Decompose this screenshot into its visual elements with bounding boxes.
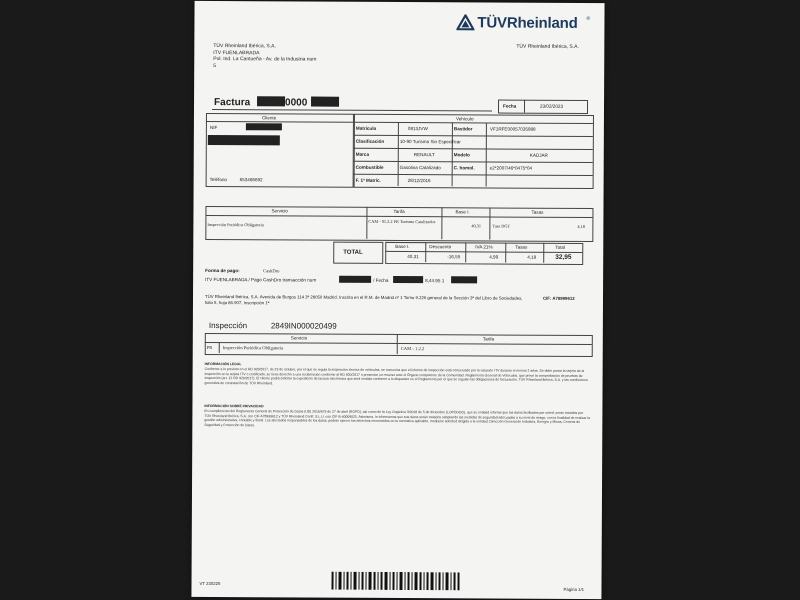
totals-header: Base I. [395, 243, 410, 250]
inspection-cell-servicio: Inspección Periódica Obligatoria [222, 345, 284, 351]
redacted-invoice-prefix [257, 96, 285, 106]
services-cell-base: 40,31 [471, 223, 482, 229]
inspection-cell-tarifa: CAM - 1.2.2 [400, 346, 425, 352]
payment-line: ITV FUENLABRADA / Pago CashDro transacción num [205, 276, 317, 283]
payment-date-label: / Fecha [373, 277, 389, 283]
services-cell-servicio: Inspección Periódica Obligatoria [207, 222, 264, 228]
redacted-payment-date [393, 276, 423, 283]
barcode [331, 572, 459, 591]
redacted-client-name [208, 135, 280, 145]
invoice-date: 23/02/2023 [540, 103, 564, 109]
vehicle-row: Marca RENAULT Modelo KADJAR [355, 151, 548, 158]
date-label: Fecha [503, 103, 517, 109]
info-privacy-text: En cumplimiento del Reglamento General de Protección de Datos (UE) 2016/679 de 27 de abril (RGPD), así como de la Ley Orgánica 3/2018 de 5 de diciembre (LOPDGDD), que su entidad informa que los datos facilitados por usted, serán tratados por TÜV Rheinland Ibérica, S.A. con CIF A78999612 y TÜV Rheinland Certif, S.L.U. con CIF B-40009025. Asimismo, le informamos que sus datos serán tratados adoptando las medidas de seguridad adecuadas a su nivel de riesgo, con la finalidad de realizar la gestión administrativa, contable y fiscal. Los afectados responsables de los datos, podrán ejercer los derechos reconocidos en la normativa aplicable, mediante solicitud dirigida a la entidad, Dirección General de Industria, Energía y Minas, Centros de Seguridad y Protección de Datos. [204, 408, 591, 428]
totals-value: -16,55 [447, 254, 461, 260]
redacted-invoice-suffix [311, 97, 339, 107]
info-privacy-title: INFORMACIÓN SOBRE PRIVACIDAD [204, 403, 264, 409]
footer-code: VT 230225 [199, 580, 221, 587]
inspection-code: PR [206, 344, 213, 351]
payment-method: CashDro [263, 268, 280, 274]
services-cell-tasa: 4,18 [577, 223, 585, 229]
vehicle-row: Matrícula 0813JVW Bastidor VF1RFE00057035888 [355, 125, 536, 132]
brand-subtitle: TÜV Rheinland Ibérica, S.A. [516, 43, 579, 50]
phone-label: Teléfono [209, 177, 228, 183]
redacted-nif [246, 123, 282, 130]
vehicle-title: Vehículo [455, 116, 474, 122]
vehicle-box [354, 114, 594, 189]
vehicle-row: Combustible Gasolina Catalizado C. homol. e2*2007/46*0475*04 [355, 164, 533, 171]
services-header-tasas: Tasas [531, 209, 544, 215]
services-header-tarifa: Tarifa [393, 208, 405, 215]
vehicle-row: Clasificación 10-90 Turismo Sin Especificar [355, 138, 461, 145]
tuv-triangle-logo-icon [456, 14, 474, 30]
redacted-transaction [339, 276, 371, 283]
totals-header: Tasas [515, 244, 528, 250]
footer-page: Página 1/1 [563, 586, 585, 592]
total-label: TOTAL [343, 249, 363, 256]
services-header-servicio: Servicio [271, 208, 288, 214]
vehicle-row: F. 1ª Matríc. 28/12/2016 [355, 177, 431, 184]
totals-header: Descuento [429, 244, 452, 250]
inspection-header-tarifa: Tarifa [482, 336, 495, 342]
services-header-base: Base I. [455, 209, 470, 215]
brand-logo-text: TÜVRheinland [477, 14, 578, 32]
payment-amount: 8,44.95 1 [425, 278, 445, 284]
inspection-label: Inspección [208, 321, 248, 331]
services-cell-tarifa: CAM - 01.2.2 PR Turismo Catalizados [368, 218, 436, 225]
totals-value: 4,99 [489, 254, 499, 260]
totals-value: 40,31 [407, 254, 419, 260]
client-title: Cliente [261, 115, 277, 121]
invoice-paper [191, 1, 604, 599]
redacted-payment-tail [451, 276, 477, 283]
total-amount: 32,95 [555, 253, 572, 261]
inspection-header-servicio: Servicio [290, 335, 308, 341]
company-cif: CIF: A78999612 [542, 295, 575, 301]
company-legal-text: TÜV Rheinland Ibérica, S.A. Avenida de Burgos 114 3ª 28050 Madrid. Inscrita en el R.M. de Madrid nº 1 Tomo 9.226 general de la Sección 3ª del Libro de Sociedades, folio 5, hoja 86.907, Inscripción 1ª [204, 293, 523, 306]
totals-value: 4,18 [527, 254, 537, 260]
totals-header: IVA 21% [475, 244, 493, 250]
invoice-label: Factura [214, 97, 251, 109]
phone-value: 653486692 [239, 177, 263, 183]
totals-header: Total [555, 244, 565, 250]
info-legal-text: Conforme a lo previsto en el RD 920/2017, de 23 de octubre, por el que se regula la inspección técnica de vehículos, se comunica que el informe de inspección está conservado por la estación ITV durante el menos 2 años. Se debe portar la tarjeta de la inspección en la tarjeta ITV o certificado, se tiene derecho a una reclamación conforme al RD 920/2017 o presentar un recurso ante el Órgano competente de la Comunidad. Reglamento General de Vehículos, que prevé la comprobación de pruebas de inspección (art. 12 RD 920/2017). El cliente podrá solicitar la expedición de factura electrónica que será emitida conforme a lo dispuesto en el Reglamento por el que se regulan las obligaciones de facturación. TÜV Rheinland Ibérica, S.A. y las condiciones generales de contratación de TÜV Rheinland. [204, 366, 588, 386]
info-legal-title: INFORMACIÓN LEGAL [204, 361, 242, 367]
nif-label: NIF [209, 125, 218, 131]
services-cell-tasa-label: Tasa DGT [492, 223, 511, 229]
payment-label: Forma de pago: [205, 267, 240, 274]
invoice-number: 0000 [285, 97, 308, 109]
registered-mark: ® [586, 15, 591, 23]
inspection-number: 2849IN000020499 [270, 321, 337, 331]
sender-address: TÜV Rheinland Ibérica, S.A. ITV FUENLABRADA Pol. Ind. La Cantueña - Av. de la Industria num 5 [213, 43, 317, 69]
